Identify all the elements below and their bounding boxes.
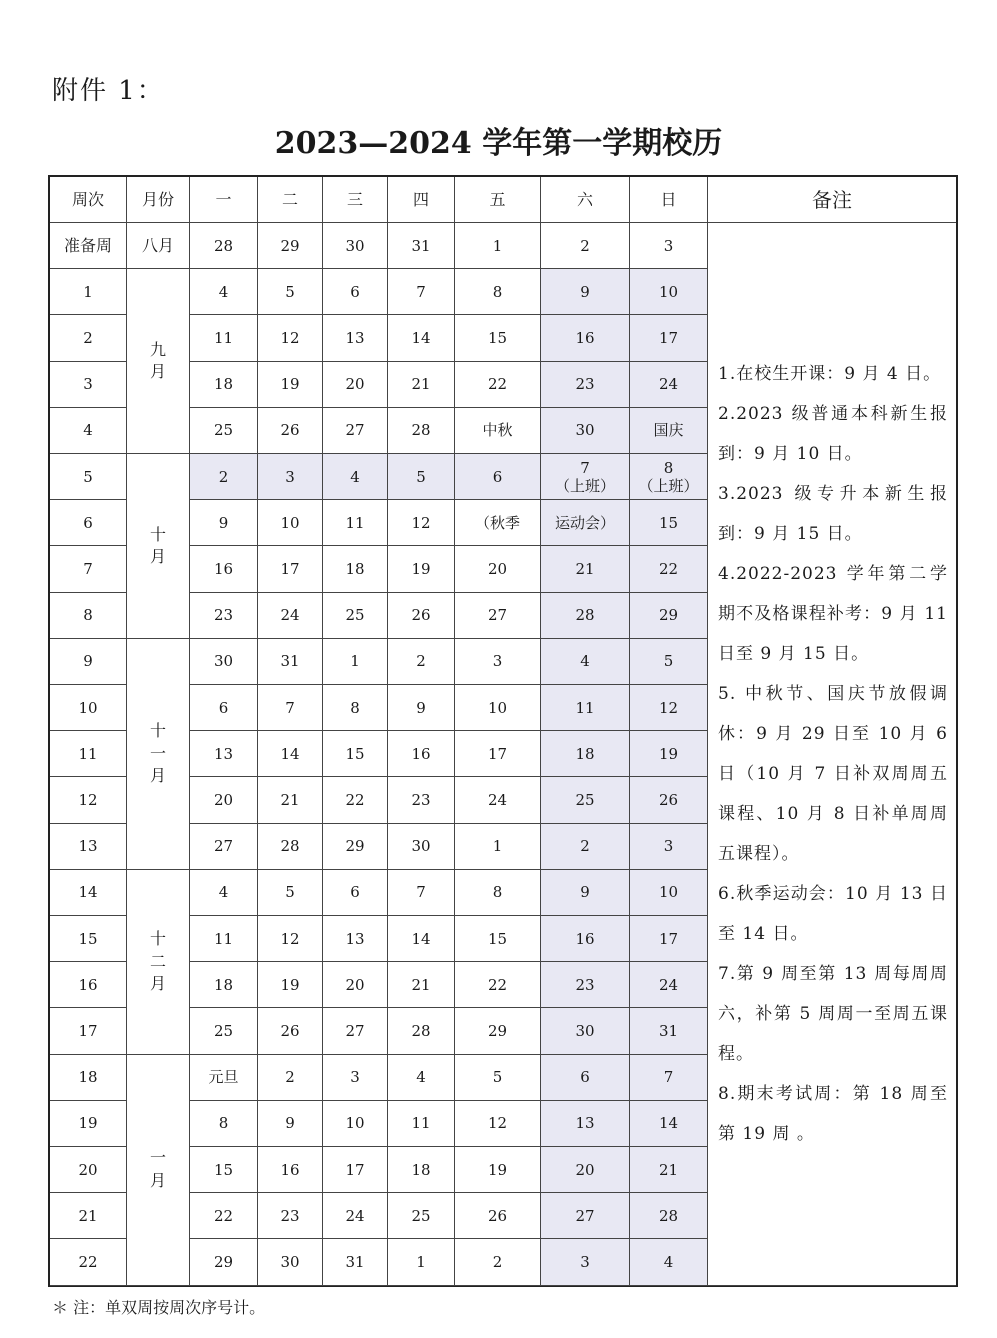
day-cell: 25 [190, 408, 258, 454]
day-cell: 国庆 [630, 408, 708, 454]
day-cell: 13 [323, 315, 388, 361]
week-number-cell: 20 [50, 1147, 127, 1193]
day-cell: 18 [190, 962, 258, 1008]
week-number-cell: 12 [50, 777, 127, 823]
day-cell: 10 [455, 685, 541, 731]
day-cell: 28 [258, 824, 323, 870]
notes-panel [708, 223, 956, 1286]
note-item: 1.在校生开课：9 月 4 日。 [718, 363, 942, 384]
day-cell: 17 [258, 546, 323, 592]
day-cell: 18 [388, 1147, 455, 1193]
day-cell: 22 [455, 362, 541, 408]
week-number-cell: 13 [50, 824, 127, 870]
day-cell: 22 [630, 546, 708, 592]
header-cell: 日 [630, 177, 708, 223]
day-cell: 19 [630, 731, 708, 777]
day-cell: 13 [541, 1101, 630, 1147]
day-cell: 14 [388, 315, 455, 361]
day-cell: 23 [388, 777, 455, 823]
day-cell: 12 [455, 1101, 541, 1147]
day-cell: 6 [541, 1055, 630, 1101]
week-number-cell: 21 [50, 1193, 127, 1239]
day-cell: 30 [388, 824, 455, 870]
day-cell: 31 [388, 223, 455, 269]
day-cell: 20 [323, 962, 388, 1008]
week-number-cell: 3 [50, 362, 127, 408]
month-cell: 十 一 月 [127, 639, 190, 870]
week-number-cell: 2 [50, 315, 127, 361]
day-cell: 12 [258, 916, 323, 962]
day-cell: 20 [455, 546, 541, 592]
day-cell: 28 [388, 1008, 455, 1054]
day-cell: 27 [541, 1193, 630, 1239]
day-cell: 2 [455, 1239, 541, 1285]
month-cell: 十 月 [127, 454, 190, 639]
day-cell: 17 [323, 1147, 388, 1193]
day-cell: 24 [630, 362, 708, 408]
day-cell: 12 [388, 500, 455, 546]
day-cell: 15 [455, 315, 541, 361]
day-cell: 27 [323, 1008, 388, 1054]
day-cell: 6 [323, 870, 388, 916]
day-cell: 18 [323, 546, 388, 592]
day-cell: 26 [388, 593, 455, 639]
day-cell: 8 （上班） [630, 454, 708, 500]
day-cell: 20 [190, 777, 258, 823]
header-cell: 六 [541, 177, 630, 223]
day-cell: 17 [630, 916, 708, 962]
day-cell: 8 [190, 1101, 258, 1147]
day-cell: 30 [258, 1239, 323, 1285]
week-number-cell: 15 [50, 916, 127, 962]
header-cell: 四 [388, 177, 455, 223]
day-cell: 6 [190, 685, 258, 731]
day-cell: 16 [541, 916, 630, 962]
day-cell: 2 [541, 824, 630, 870]
month-cell: 八月 [127, 223, 190, 269]
day-cell: 31 [258, 639, 323, 685]
day-cell: 31 [630, 1008, 708, 1054]
week-number-cell: 6 [50, 500, 127, 546]
day-cell: 14 [388, 916, 455, 962]
attachment-label: 附件 1： [52, 76, 165, 106]
week-number-cell: 16 [50, 962, 127, 1008]
note-item: 3.2023 级专升本新生报到：9 月 15 日。 [718, 483, 948, 544]
day-cell: 23 [258, 1193, 323, 1239]
day-cell: 10 [323, 1101, 388, 1147]
day-cell: 28 [388, 408, 455, 454]
day-cell: 9 [190, 500, 258, 546]
note-item: 6.秋季运动会：10 月 13 日至 14 日。 [718, 883, 948, 944]
day-cell: 19 [388, 546, 455, 592]
header-cell: 一 [190, 177, 258, 223]
day-cell: 29 [323, 824, 388, 870]
day-cell: 11 [323, 500, 388, 546]
day-cell: 7 [630, 1055, 708, 1101]
day-cell: 16 [258, 1147, 323, 1193]
week-number-cell: 7 [50, 546, 127, 592]
day-cell: 15 [630, 500, 708, 546]
day-cell: 21 [258, 777, 323, 823]
day-cell: 23 [541, 962, 630, 1008]
day-cell: 6 [323, 269, 388, 315]
month-cell: 一 月 [127, 1055, 190, 1286]
day-cell: 19 [258, 362, 323, 408]
day-cell: 26 [258, 408, 323, 454]
day-cell: 5 [258, 870, 323, 916]
day-cell: 11 [190, 315, 258, 361]
day-cell: 21 [388, 962, 455, 1008]
day-cell: 5 [258, 269, 323, 315]
week-number-cell: 22 [50, 1239, 127, 1285]
week-number-cell: 18 [50, 1055, 127, 1101]
day-cell: 26 [258, 1008, 323, 1054]
day-cell: 6 [455, 454, 541, 500]
day-cell: 10 [630, 269, 708, 315]
day-cell: 20 [323, 362, 388, 408]
day-cell: 2 [541, 223, 630, 269]
day-cell: 18 [541, 731, 630, 777]
day-cell: 21 [388, 362, 455, 408]
day-cell: 4 [190, 870, 258, 916]
week-number-cell: 1 [50, 269, 127, 315]
day-cell: 24 [455, 777, 541, 823]
month-cell: 十 二 月 [127, 870, 190, 1055]
day-cell: 7 （上班） [541, 454, 630, 500]
day-cell: 1 [455, 824, 541, 870]
day-cell: 12 [258, 315, 323, 361]
day-cell: 4 [190, 269, 258, 315]
day-cell: 16 [388, 731, 455, 777]
day-cell: 17 [630, 315, 708, 361]
header-cell: 月份 [127, 177, 190, 223]
day-cell: 21 [541, 546, 630, 592]
day-cell: 8 [323, 685, 388, 731]
week-number-cell: 5 [50, 454, 127, 500]
day-cell: 29 [630, 593, 708, 639]
week-number-cell: 11 [50, 731, 127, 777]
day-cell: 29 [190, 1239, 258, 1285]
day-cell: 11 [388, 1101, 455, 1147]
day-cell: 27 [455, 593, 541, 639]
header-cell: 周次 [50, 177, 127, 223]
day-cell: 19 [258, 962, 323, 1008]
day-cell: 23 [541, 362, 630, 408]
month-cell: 九 月 [127, 269, 190, 454]
day-cell: 13 [190, 731, 258, 777]
day-cell: 3 [258, 454, 323, 500]
day-cell: 3 [541, 1239, 630, 1285]
day-cell: 10 [258, 500, 323, 546]
day-cell: 31 [323, 1239, 388, 1285]
day-cell: 元旦 [190, 1055, 258, 1101]
day-cell: 2 [388, 639, 455, 685]
day-cell: 13 [323, 916, 388, 962]
day-cell: 16 [541, 315, 630, 361]
header-cell: 三 [323, 177, 388, 223]
footnote: ＊ 注：单双周按周次序号计。 [52, 1298, 266, 1317]
day-cell: 26 [630, 777, 708, 823]
day-cell: 2 [190, 454, 258, 500]
day-cell: 25 [190, 1008, 258, 1054]
day-cell: 3 [323, 1055, 388, 1101]
day-cell: 1 [388, 1239, 455, 1285]
day-cell: 7 [388, 870, 455, 916]
week-number-cell: 14 [50, 870, 127, 916]
day-cell: 28 [190, 223, 258, 269]
day-cell: 30 [541, 1008, 630, 1054]
week-number-cell: 8 [50, 593, 127, 639]
calendar-table [48, 175, 958, 1287]
day-cell: 9 [541, 870, 630, 916]
note-item: 8.期末考试周：第 18 周至第 19 周 。 [718, 1083, 948, 1144]
day-cell: 5 [630, 639, 708, 685]
note-item: 2.2023 级普通本科新生报到：9 月 10 日。 [718, 403, 948, 464]
day-cell: 4 [323, 454, 388, 500]
day-cell: 28 [630, 1193, 708, 1239]
day-cell: 29 [455, 1008, 541, 1054]
day-cell: 25 [323, 593, 388, 639]
day-cell: 4 [388, 1055, 455, 1101]
day-cell: 11 [541, 685, 630, 731]
day-cell: 22 [323, 777, 388, 823]
day-cell: 30 [190, 639, 258, 685]
day-cell: 24 [323, 1193, 388, 1239]
day-cell: 29 [258, 223, 323, 269]
day-cell: 9 [541, 269, 630, 315]
day-cell: 15 [190, 1147, 258, 1193]
day-cell: 30 [541, 408, 630, 454]
day-cell: 25 [388, 1193, 455, 1239]
day-cell: 中秋 [455, 408, 541, 454]
header-cell: 备注 [708, 177, 956, 223]
day-cell: 11 [190, 916, 258, 962]
day-cell: 22 [190, 1193, 258, 1239]
day-cell: 7 [258, 685, 323, 731]
day-cell: 9 [258, 1101, 323, 1147]
day-cell: 14 [258, 731, 323, 777]
day-cell: 5 [388, 454, 455, 500]
week-number-cell: 9 [50, 639, 127, 685]
note-item: 7.第 9 周至第 13 周每周周六，补第 5 周周一至周五课程。 [718, 963, 948, 1064]
day-cell: 3 [630, 223, 708, 269]
day-cell: 5 [455, 1055, 541, 1101]
day-cell: 21 [630, 1147, 708, 1193]
day-cell: 9 [388, 685, 455, 731]
day-cell: 30 [323, 223, 388, 269]
day-cell: 18 [190, 362, 258, 408]
day-cell: 12 [630, 685, 708, 731]
day-cell: 27 [190, 824, 258, 870]
day-cell: 15 [323, 731, 388, 777]
day-cell: 1 [455, 223, 541, 269]
day-cell: 24 [258, 593, 323, 639]
day-cell: 26 [455, 1193, 541, 1239]
day-cell: 24 [630, 962, 708, 1008]
day-cell: 4 [630, 1239, 708, 1285]
day-cell: 25 [541, 777, 630, 823]
day-cell: 7 [388, 269, 455, 315]
note-item: 5. 中秋节、国庆节放假调休：9 月 29 日至 10 月 6 日（10 月 7 日补双周周五课程、10 月 8 日补单周周五课程）。 [718, 683, 948, 864]
header-cell: 二 [258, 177, 323, 223]
week-number-cell: 17 [50, 1008, 127, 1054]
header-cell: 五 [455, 177, 541, 223]
day-cell: 运动会） [541, 500, 630, 546]
week-number-cell: 准备周 [50, 223, 127, 269]
day-cell: 8 [455, 269, 541, 315]
day-cell: 22 [455, 962, 541, 1008]
day-cell: 3 [455, 639, 541, 685]
day-cell: 20 [541, 1147, 630, 1193]
day-cell: 17 [455, 731, 541, 777]
day-cell: 23 [190, 593, 258, 639]
day-cell: 28 [541, 593, 630, 639]
page-title: 2023—2024 学年第一学期校历 [274, 126, 723, 161]
week-number-cell: 19 [50, 1101, 127, 1147]
day-cell: 2 [258, 1055, 323, 1101]
day-cell: 1 [323, 639, 388, 685]
day-cell: 8 [455, 870, 541, 916]
note-item: 4.2022-2023 学年第二学期不及格课程补考：9 月 11 日至 9 月 15 日。 [718, 563, 948, 664]
week-number-cell: 10 [50, 685, 127, 731]
week-number-cell: 4 [50, 408, 127, 454]
day-cell: 19 [455, 1147, 541, 1193]
day-cell: 3 [630, 824, 708, 870]
day-cell: （秋季 [455, 500, 541, 546]
day-cell: 27 [323, 408, 388, 454]
day-cell: 10 [630, 870, 708, 916]
day-cell: 16 [190, 546, 258, 592]
day-cell: 15 [455, 916, 541, 962]
day-cell: 14 [630, 1101, 708, 1147]
day-cell: 4 [541, 639, 630, 685]
